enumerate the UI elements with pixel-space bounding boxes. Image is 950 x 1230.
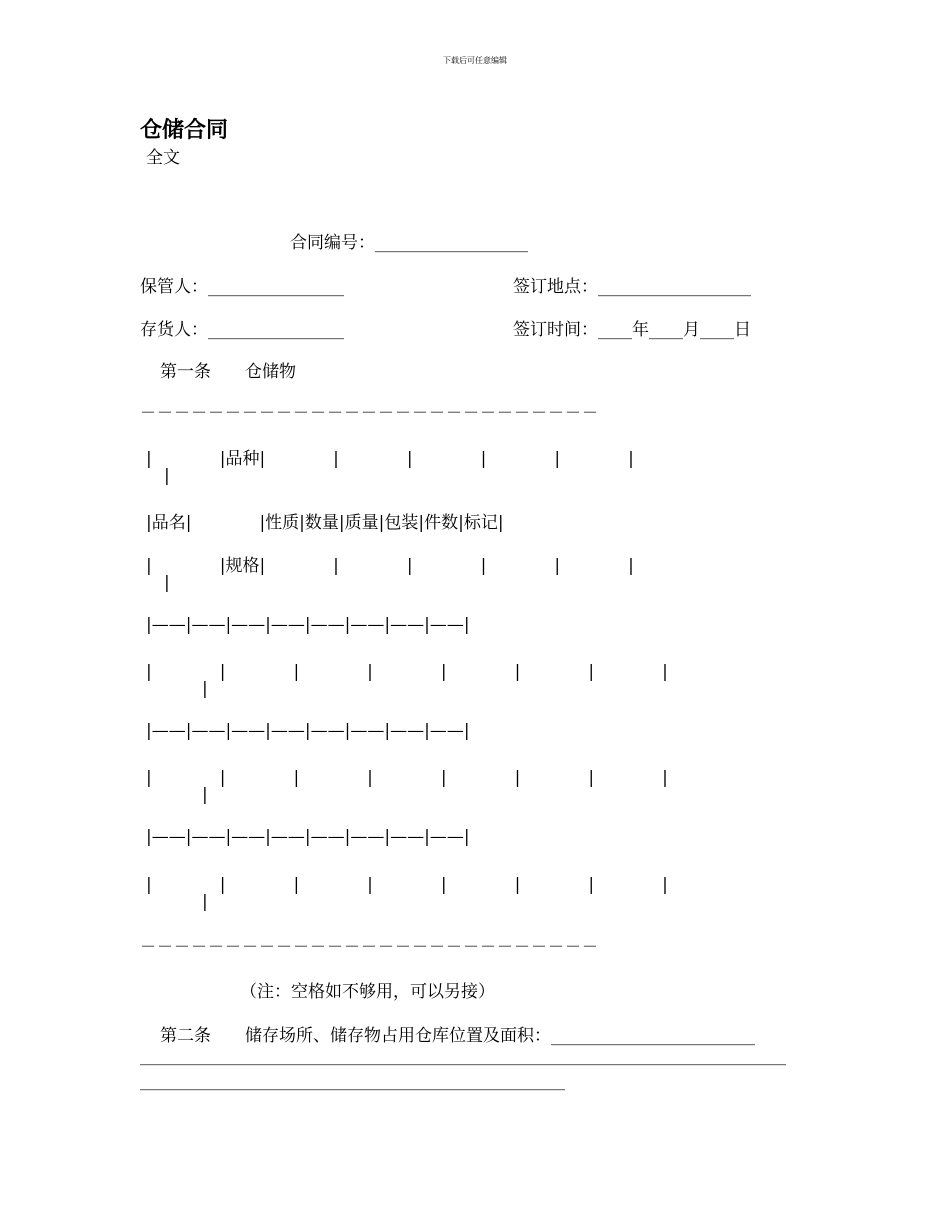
table-bottom-rule: －－－－－－－－－－－－－－－－－－－－－－－－－－－ xyxy=(140,937,600,956)
article-1-heading: 第一条 仓储物 xyxy=(160,362,296,382)
table-row-spec: | |规格| | | | | | xyxy=(146,556,634,576)
table-note: （注：空格如不够用，可以另接） xyxy=(240,982,495,1002)
table-header-row: |品名| |性质|数量|质量|包装|件数|标记| xyxy=(146,513,504,533)
sign-time-field: 签订时间：____年____月____日 xyxy=(513,320,751,340)
contract-number: 合同编号：__________________ xyxy=(290,233,528,253)
sign-place-field: 签订地点：__________________ xyxy=(513,277,751,297)
depositor-field: 存货人：________________ xyxy=(140,320,344,340)
table-row-wrap: | xyxy=(202,785,208,805)
table-separator: |——|——|——|——|——|——|——|——| xyxy=(146,721,470,741)
keeper-field: 保管人：________________ xyxy=(140,277,344,297)
table-row: | | | | | | | | xyxy=(146,875,668,895)
table-row-wrap: | xyxy=(202,892,208,912)
page-header: 下载后可任意编辑 xyxy=(443,56,507,65)
table-separator: |——|——|——|——|——|——|——|——| xyxy=(146,827,470,847)
table-row: | | | | | | | | xyxy=(146,768,668,788)
table-row: | | | | | | | | xyxy=(146,662,668,682)
document-subtitle: 全文 xyxy=(146,148,180,168)
fill-line: ____________________________________________________________________________ xyxy=(140,1046,786,1066)
fill-line: __________________________________________________ xyxy=(140,1071,565,1091)
table-row-spec-wrap: | xyxy=(164,573,170,593)
table-top-rule: －－－－－－－－－－－－－－－－－－－－－－－－－－－ xyxy=(140,403,600,422)
table-separator: |——|——|——|——|——|——|——|——| xyxy=(146,615,470,635)
document-title: 仓储合同 xyxy=(140,118,229,143)
table-row-variety-wrap: | xyxy=(164,466,170,486)
article-2-heading: 第二条 储存场所、储存物占用仓库位置及面积：________________________ xyxy=(160,1026,755,1046)
table-row-variety: | |品种| | | | | | xyxy=(146,449,634,469)
table-row-wrap: | xyxy=(202,679,208,699)
